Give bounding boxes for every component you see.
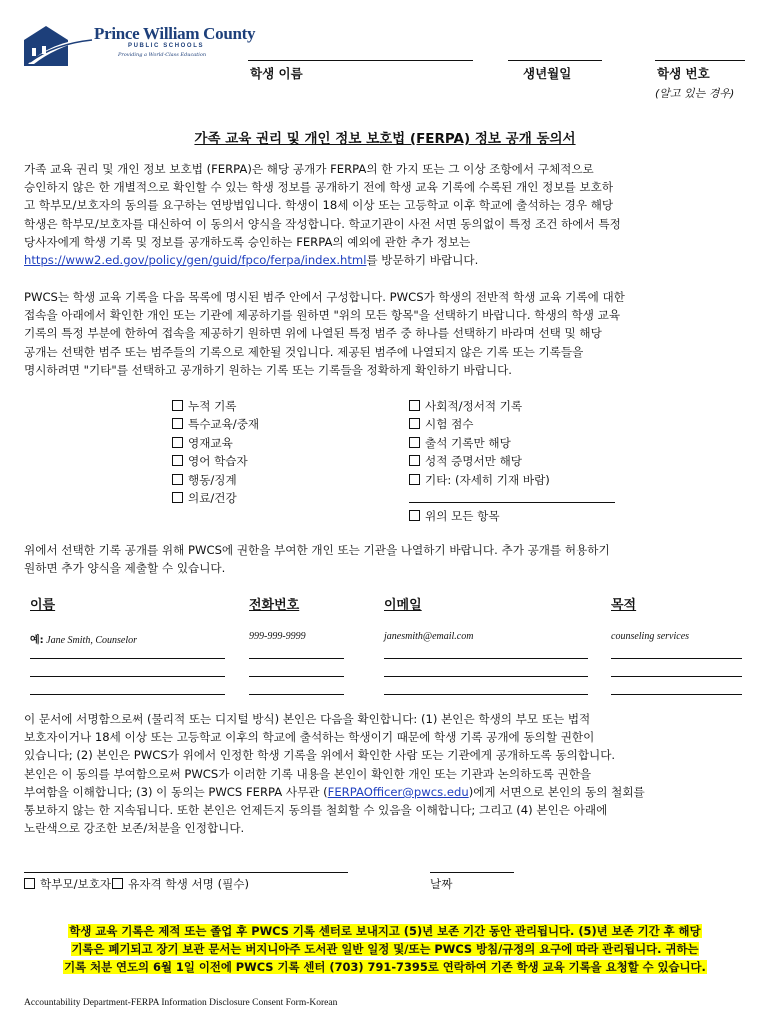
recipients-line: 위에서 선택한 기록 공개를 위해 PWCS에 권한을 부여한 개인 또는 기관을 나열하기 바랍니다. 추가 공개를 허용하기 [24, 543, 610, 557]
records-line: 공개는 선택한 범주 또는 범주들의 기록으로 제한될 것입니다. 제공된 범주에 나열되지 않은 기록 또는 기록들을 [24, 344, 584, 359]
row3-purpose-line[interactable] [611, 694, 742, 695]
checkbox-cumulative[interactable] [172, 398, 236, 414]
student-signature-label: 유자격 학생 서명 (필수) [128, 877, 250, 891]
intro-line: 고 학부모/보호자의 동의를 요구하는 연방법입니다. 학생이 18세 이상 또는 고등학교 이후 학교에 출석하는 경우 해당 [24, 198, 614, 213]
row1-phone-line[interactable] [249, 658, 344, 659]
checkbox-test-scores[interactable] [409, 416, 473, 432]
retention-line [24, 922, 746, 940]
signature-line: 노란색으로 강조한 보존/처분을 인정합니다. [24, 821, 245, 836]
checkbox-other[interactable] [409, 472, 550, 488]
retention-text: 학생 교육 기록은 제적 또는 졸업 후 PWCS 기록 센터로 보내지고 (5)년 보존 기간 동안 관리됩니다. (5)년 보존 기간 후 해당 [69, 924, 701, 938]
signature-line-email [24, 783, 746, 801]
student-id-note: (알고 있는 경우) [655, 87, 735, 100]
example-prefix: 예: [30, 635, 44, 646]
student-id-line[interactable] [655, 60, 745, 61]
intro-paragraph [24, 160, 746, 269]
checkbox-label: 영재교육 [188, 436, 233, 450]
intro-line: 승인하지 않은 한 개별적으로 확인할 수 있는 학생 정보를 공개하기 전에 학생 교육 기록에 수록된 개인 정보를 보호하 [24, 180, 614, 195]
student-name-line[interactable] [248, 60, 473, 61]
intro-line: 당사자에게 학생 기록 및 정보를 공개하도록 승인하는 FERPA의 예외에 관한 추가 정보는 [24, 234, 471, 249]
logo-name: Prince William County [94, 24, 256, 43]
checkbox-parent[interactable] [24, 877, 111, 891]
signature-line-suffix: )에게 서면으로 본인의 동의 철회를 [468, 784, 645, 799]
col-header-purpose: 목적 [611, 598, 637, 613]
logo-sub: PUBLIC SCHOOLS [128, 43, 205, 49]
checkbox-label: 의료/건강 [188, 491, 237, 505]
checkbox-icon[interactable] [172, 455, 183, 466]
checkbox-attendance[interactable] [409, 435, 511, 451]
retention-text: 기록 처분 연도의 6월 1일 이전에 PWCS 기록 센터 (703) 791-7395로 연락하여 기존 학생 교육 기록을 요청할 수 있습니다. [64, 960, 706, 975]
checkbox-label: 행동/징계 [188, 473, 237, 487]
records-line: 접속을 아래에서 확인한 개인 또는 기관에 제공하기를 원하면 "위의 모든 항목"을 선택하기 바랍니다. 학생의 학생 교육 [24, 308, 621, 323]
row3-name-line[interactable] [30, 694, 225, 695]
checkbox-all-above[interactable] [409, 508, 500, 524]
checkbox-icon[interactable] [409, 474, 420, 485]
date-label: 날짜 [430, 877, 453, 891]
example-name [30, 631, 137, 646]
records-line: PWCS는 학생 교육 기록을 다음 목록에 명시된 범주 안에서 구성합니다. PWCS가 학생의 전반적 학생 교육 기록에 대한 [24, 290, 625, 304]
intro-line: 가족 교육 권리 및 개인 정보 보호법 (FERPA)은 해당 공개가 FERPA의 한 가지 또는 그 이상 조항에서 구체적으로 [24, 162, 594, 176]
checkbox-label: 출석 기록만 해당 [425, 436, 511, 450]
checkbox-icon[interactable] [24, 878, 35, 889]
school-crest-icon [20, 18, 94, 68]
example-name-value: Jane Smith, Counselor [46, 635, 137, 646]
student-name-label: 학생 이름 [250, 66, 303, 81]
checkbox-label: 특수교육/중재 [188, 417, 260, 431]
signature-line: 이 문서에 서명함으로써 (물리적 또는 디지털 방식) 본인은 다음을 확인합니다: (1) 본인은 학생의 부모 또는 법적 [24, 712, 591, 726]
signature-line: 보호자이거나 18세 이상 또는 고등학교 이후의 학교에 출석하는 학생이기 때문에 학생 기록 공개에 동의할 권한이 [24, 730, 595, 745]
intro-line: 학생은 학부모/보호자를 대신하여 이 동의서 양식을 작성합니다. 학교기관이 사전 서면 동의없이 특정 조건 하에서 특정 [24, 216, 621, 231]
checkbox-icon[interactable] [409, 437, 420, 448]
records-paragraph [24, 288, 746, 379]
intro-link-suffix: 를 방문하기 바랍니다. [366, 253, 479, 268]
row3-phone-line[interactable] [249, 694, 344, 695]
checkbox-icon[interactable] [172, 474, 183, 485]
logo-tagline: Providing a World-Class Education [118, 52, 207, 58]
checkbox-label: 영어 학습자 [188, 454, 248, 468]
example-phone: 999-999-9999 [249, 631, 306, 642]
records-line: 명시하려면 "기타"를 선택하고 공개하기 원하는 기록 또는 기록들을 정확하게 확인하기 바랍니다. [24, 362, 512, 377]
records-line: 기록의 특정 부분에 한하여 접속을 제공하기 원하면 위에 나열된 특정 범주 중 하나를 선택하기 바라며 선택 및 해당 [24, 326, 602, 341]
ferpa-link[interactable]: https://www2.ed.gov/policy/gen/guid/fpco/ferpa/index.html [24, 253, 367, 268]
row1-email-line[interactable] [384, 658, 588, 659]
intro-link-line [24, 251, 746, 269]
recipients-line: 원하면 추가 양식을 제출할 수 있습니다. [24, 561, 226, 576]
signature-type-selector [24, 876, 249, 892]
pwcs-logo [20, 18, 256, 70]
retention-notice [24, 922, 746, 977]
row1-name-line[interactable] [30, 658, 225, 659]
checkbox-gifted[interactable] [172, 435, 233, 451]
checkbox-label: 시험 점수 [425, 417, 474, 431]
checkbox-label: 위의 모든 항목 [425, 509, 500, 523]
student-id-label: 학생 번호 [657, 66, 710, 81]
checkbox-transcript[interactable] [409, 453, 522, 469]
checkbox-icon[interactable] [172, 492, 183, 503]
col-header-name: 이름 [30, 598, 56, 613]
col-header-phone: 전화번호 [249, 598, 300, 613]
retention-line [24, 940, 746, 958]
example-email: janesmith@email.com [384, 631, 474, 642]
birth-date-label: 생년월일 [523, 66, 572, 81]
signature-line-input[interactable] [24, 872, 348, 873]
row2-phone-line[interactable] [249, 676, 344, 677]
checkbox-label: 사회적/정서적 기록 [425, 399, 523, 413]
checkbox-social-emotional[interactable] [409, 398, 522, 414]
other-detail-line[interactable] [409, 502, 615, 503]
checkbox-english-learner[interactable] [172, 453, 248, 469]
checkbox-special-ed[interactable] [172, 416, 259, 432]
ferpa-officer-email-link[interactable]: FERPAOfficer@pwcs.edu [327, 784, 469, 799]
page-footer: Accountability Department-FERPA Information Disclosure Consent Form-Korean [24, 998, 338, 1008]
checkbox-icon[interactable] [409, 455, 420, 466]
row2-email-line[interactable] [384, 676, 588, 677]
col-header-email: 이메일 [384, 598, 422, 613]
example-purpose: counseling services [611, 631, 690, 642]
checkbox-icon[interactable] [172, 437, 183, 448]
row2-purpose-line[interactable] [611, 676, 742, 677]
row2-name-line[interactable] [30, 676, 225, 677]
signature-line-prefix: 부여함을 이해합니다; (3) 이 동의는 PWCS FERPA 사무관 ( [24, 784, 328, 799]
checkbox-icon[interactable] [172, 418, 183, 429]
signature-line: 통보하지 않는 한 지속됩니다. 또한 본인은 언제든지 동의를 철회할 수 있음을 이해합니다; 그리고 (4) 본인은 아래에 [24, 803, 608, 818]
checkbox-discipline[interactable] [172, 472, 237, 488]
signature-line: 있습니다; (2) 본인은 PWCS가 위에서 인정한 학생 기록을 위에서 확인한 사람 또는 기관에게 공개하도록 동의합니다. [24, 748, 616, 763]
date-line-input[interactable] [430, 872, 514, 873]
signature-paragraph [24, 710, 746, 837]
signature-line: 본인은 이 동의를 부여함으로써 PWCS가 이러한 기록 내용을 본인이 확인한 개인 또는 기관과 논의하도록 권한을 [24, 766, 592, 781]
recipients-paragraph [24, 541, 746, 577]
checkbox-label: 누적 기록 [188, 399, 237, 413]
parent-label: 학부모/보호자 [40, 877, 112, 891]
checkbox-medical[interactable] [172, 490, 237, 506]
retention-line [24, 958, 746, 976]
checkbox-icon[interactable] [409, 418, 420, 429]
checkbox-icon[interactable] [112, 878, 123, 889]
page-title: 가족 교육 권리 및 개인 정보 보호법 (FERPA) 정보 공개 동의서 [194, 131, 576, 147]
checkbox-icon[interactable] [409, 400, 420, 411]
checkbox-icon[interactable] [409, 510, 420, 521]
row1-purpose-line[interactable] [611, 658, 742, 659]
retention-text: 기록은 폐기되고 장기 보관 문서는 버지니아주 도서관 일반 일정 및/또는 PWCS 방침/규정의 요구에 따라 관리됩니다. 귀하는 [71, 942, 699, 957]
checkbox-label: 기타: (자세히 기재 바람) [425, 473, 550, 487]
checkbox-student[interactable] [111, 877, 249, 891]
checkbox-icon[interactable] [172, 400, 183, 411]
birth-date-line[interactable] [508, 60, 602, 61]
checkbox-label: 성적 증명서만 해당 [425, 454, 522, 468]
row3-email-line[interactable] [384, 694, 588, 695]
